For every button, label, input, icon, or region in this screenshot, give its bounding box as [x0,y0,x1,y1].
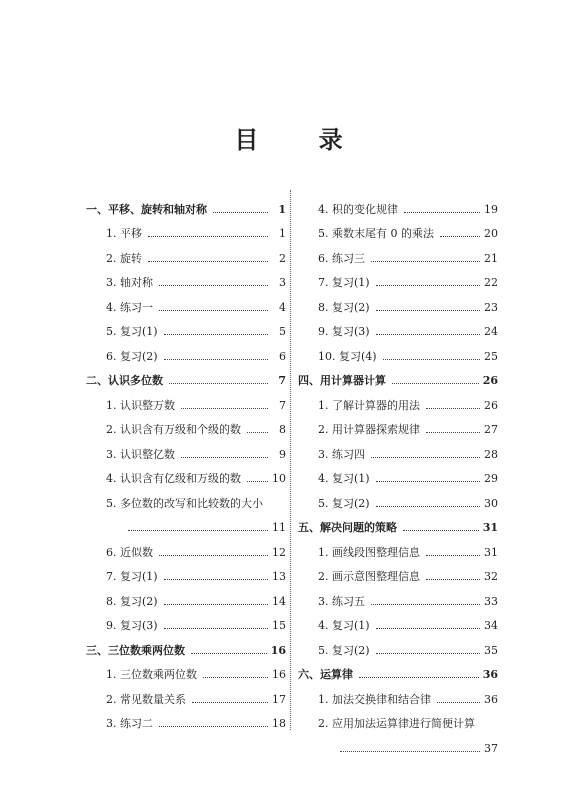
toc-page-number: 36 [482,668,498,681]
toc-entry [86,511,286,536]
toc-entry [86,486,286,511]
toc-page-number: 3 [279,276,286,289]
toc-entry-label: 7. 复习(1) [318,276,370,289]
toc-entry-label: 7. 复习(1) [106,570,158,583]
toc-entry [86,388,286,413]
toc-entry [298,241,498,266]
toc-entry-label: 1. 画线段图整理信息 [318,545,420,559]
toc-leader-dots [376,506,480,507]
toc-entry [86,462,286,487]
toc-entry-label: 1. 平移 [106,227,142,240]
toc-page-number: 2 [279,251,286,265]
toc-page-number: 4 [279,300,286,314]
toc-entry-label: 3. 练习二 [106,717,153,730]
toc-leader-dots [181,408,268,409]
toc-section-entry [298,364,498,389]
toc-section-entry [298,658,498,683]
toc-page-number: 6 [279,349,286,363]
toc-entry-label: 8. 复习(2) [318,300,370,314]
toc-entry [86,682,286,707]
toc-entry-label: 2. 应用加法运算律进行简便计算 [318,717,475,730]
toc-entry [298,682,498,707]
toc-page-number: 28 [484,447,498,461]
toc-leader-dots [247,432,268,433]
toc-leader-dots [164,604,268,605]
toc-page-number: 31 [482,521,498,534]
toc-leader-dots [169,383,268,384]
toc-page-number: 26 [482,374,498,387]
toc-entry [298,315,498,340]
toc-leader-dots [426,579,480,580]
toc-page-number: 31 [484,545,498,559]
toc-leader-dots [371,457,480,458]
toc-entry-label: 3. 轴对称 [106,276,153,289]
toc-entry [86,413,286,438]
toc-leader-dots [164,359,268,360]
toc-page-number: 33 [484,594,498,608]
toc-entry-label: 5. 多位数的改写和比较数的大小 [106,496,263,510]
toc-page-number: 23 [484,300,498,314]
toc-leader-dots [383,359,480,360]
toc-entry [298,437,498,462]
toc-leader-dots [181,457,268,458]
toc-leader-dots [164,579,268,580]
toc-entry [86,609,286,634]
toc-entry [86,266,286,291]
toc-entry [298,462,498,487]
toc-entry-label: 2. 旋转 [106,251,142,265]
toc-entry-label: 3. 练习五 [318,594,365,608]
toc-leader-dots [376,653,480,654]
toc-entry-label: 2. 认识含有万级和个级的数 [106,423,241,436]
toc-entry-label: 2. 用计算器探索规律 [318,423,420,436]
toc-entry-label: 3. 认识整亿数 [106,447,175,461]
toc-entry [86,584,286,609]
toc-right-column [298,192,498,756]
toc-leader-dots [128,530,268,531]
toc-page-number: 1 [278,202,286,216]
toc-page-number: 10 [272,472,286,485]
toc-page-number: 25 [484,349,498,363]
toc-entry-label: 1. 了解计算器的用法 [318,398,420,412]
toc-leader-dots [376,285,480,286]
toc-entry-label: 4. 复习(1) [318,619,370,632]
toc-entry-label: 9. 复习(3) [106,619,158,632]
toc-entry-label: 一、平移、旋转和轴对称 [86,202,207,216]
toc-entry [298,339,498,364]
toc-page-number: 12 [272,545,286,559]
toc-page-number: 9 [279,447,286,461]
toc-leader-dots [426,555,480,556]
toc-entry [86,217,286,242]
toc-entry [298,192,498,217]
toc-entry-label: 1. 认识整万数 [106,398,175,412]
toc-leader-dots [191,653,267,654]
toc-leader-dots [340,751,480,752]
toc-leader-dots [159,310,268,311]
toc-page-number: 11 [272,521,286,534]
toc-leader-dots [440,236,480,237]
toc-leader-dots [159,285,268,286]
toc-page-number: 32 [484,570,498,583]
toc-leader-dots [437,702,480,703]
toc-leader-dots [404,212,480,213]
toc-page-number: 16 [270,643,286,657]
toc-section-entry [86,364,286,389]
toc-leader-dots [371,261,480,262]
toc-leader-dots [376,334,480,335]
toc-entry [298,707,498,732]
toc-leader-dots [164,334,268,335]
toc-page-number: 21 [484,251,498,265]
toc-page-number: 7 [278,374,286,387]
toc-entry [86,535,286,560]
toc-page-number: 19 [484,202,498,216]
toc-page-number: 14 [272,594,286,608]
toc-entry-label: 五、解决问题的策略 [298,521,397,534]
column-divider [290,190,291,730]
toc-leader-dots [192,702,268,703]
toc-entry-label: 四、用计算器计算 [298,374,386,387]
toc-leader-dots [426,432,480,433]
toc-page-number: 13 [272,570,286,583]
toc-entry-label: 4. 练习一 [106,300,153,314]
toc-leader-dots [148,261,268,262]
toc-entry-label: 8. 复习(2) [106,594,158,608]
toc-entry [298,217,498,242]
toc-entry-label: 6. 近似数 [106,545,153,559]
toc-entry [86,290,286,315]
toc-leader-dots [376,628,480,629]
toc-entry-label: 1. 加法交换律和结合律 [318,692,431,706]
toc-page-number: 37 [484,741,498,755]
toc-leader-dots [159,555,268,556]
toc-entry-label: 6. 练习三 [318,251,365,265]
toc-entry [86,437,286,462]
toc-page-number: 1 [279,227,286,240]
toc-entry-label: 六、运算律 [298,668,353,681]
toc-leader-dots [247,481,268,482]
toc-section-entry [298,511,498,536]
toc-entry-label: 2. 常见数量关系 [106,692,186,706]
toc-entry [298,290,498,315]
toc-leader-dots [203,677,268,678]
toc-entry [298,584,498,609]
toc-entry-label: 10. 复习(4) [318,349,377,363]
toc-page-number: 30 [484,496,498,510]
toc-entry [86,339,286,364]
toc-entry-label: 6. 复习(2) [106,349,158,363]
toc-page-number: 29 [484,472,498,485]
toc-leader-dots [213,212,268,213]
toc-page-number: 16 [272,668,286,681]
toc-entry-label: 三、三位数乘两位数 [86,643,185,657]
toc-leader-dots [164,628,268,629]
toc-entry [298,486,498,511]
toc-entry [298,535,498,560]
toc-entry-label: 2. 画示意图整理信息 [318,570,420,583]
toc-entry [298,388,498,413]
toc-entry [86,658,286,683]
toc-entry [298,413,498,438]
toc-entry-label: 4. 复习(1) [318,472,370,485]
toc-page-number: 18 [272,717,286,730]
toc-entry-label: 1. 三位数乘两位数 [106,668,197,681]
toc-entry [86,707,286,732]
toc-entry [298,731,498,756]
toc-entry [86,241,286,266]
toc-leader-dots [376,481,480,482]
toc-page-number: 7 [279,398,286,412]
toc-entry-label: 5. 复习(2) [318,643,370,657]
toc-leader-dots [376,310,480,311]
toc-entry-label: 4. 积的变化规律 [318,202,398,216]
toc-left-column [86,192,286,731]
toc-entry [86,315,286,340]
page-title: 目 录 [234,125,369,154]
toc-entry-label: 二、认识多位数 [86,374,163,387]
toc-page-number: 5 [279,325,286,338]
toc-leader-dots [371,604,480,605]
toc-page-number: 24 [484,325,498,338]
toc-page-number: 17 [272,692,286,706]
toc-page-number: 34 [484,619,498,632]
toc-entry-label: 5. 复习(1) [106,325,158,338]
toc-entry-label: 9. 复习(3) [318,325,370,338]
toc-entry-label: 5. 乘数末尾有 0 的乘法 [318,227,434,240]
toc-entry [298,266,498,291]
toc-page-number: 35 [484,643,498,657]
toc-page-number: 20 [484,227,498,240]
toc-section-entry [86,633,286,658]
toc-entry [86,560,286,585]
toc-leader-dots [148,236,268,237]
toc-entry [298,633,498,658]
toc-entry-label: 5. 复习(2) [318,496,370,510]
toc-page-number: 8 [279,423,286,436]
toc-page-number: 22 [484,276,498,289]
toc-page-number: 27 [484,423,498,436]
toc-entry [298,560,498,585]
toc-leader-dots [359,677,479,678]
toc-leader-dots [159,726,268,727]
toc-entry-label: 4. 认识含有亿级和万级的数 [106,472,241,485]
toc-leader-dots [392,383,479,384]
toc-leader-dots [426,408,480,409]
toc-page-number: 36 [484,692,498,706]
toc-section-entry [86,192,286,217]
toc-leader-dots [403,530,479,531]
toc-page-number: 26 [484,398,498,412]
toc-page-number: 15 [272,619,286,632]
toc-entry [298,609,498,634]
toc-entry-label: 3. 练习四 [318,447,365,461]
